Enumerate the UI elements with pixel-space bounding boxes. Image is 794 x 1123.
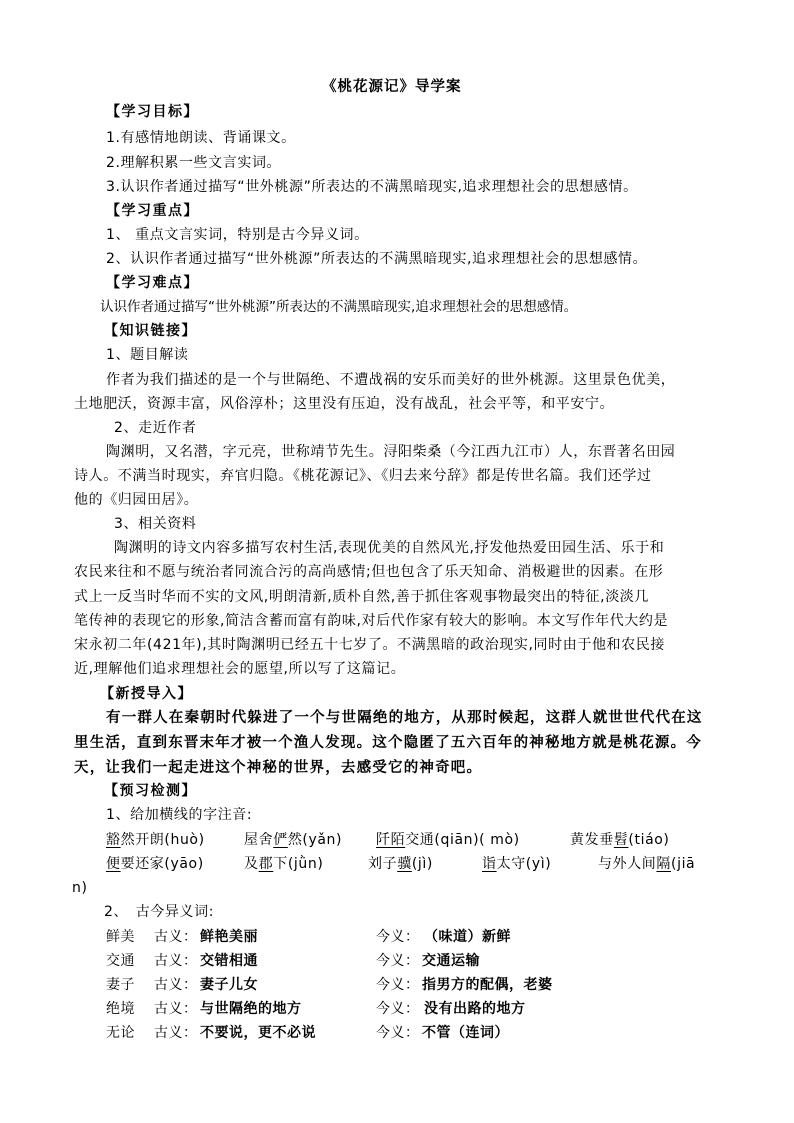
difficulty-heading: 【学习难点】 (106, 275, 199, 291)
intro-line: 天，让我们一起走进这个神秘的世界，去感受它的神奇吧。 (74, 760, 483, 776)
objective-item: 1.有感情地朗读、背诵课文。 (106, 130, 296, 146)
modern-meaning: 不管（连词） (422, 1025, 509, 1041)
pinyin-text: 屋舍 (244, 832, 274, 848)
pinyin-text: 然开朗(huò) (120, 832, 205, 848)
paragraph-line: 诗人。不满当时现实，弃官归隐。《桃花源记》、《归去来兮辞》都是传世名篇。我们还学过 (74, 468, 652, 484)
pinyin-text: 刘子 (368, 856, 398, 872)
preview-q1-title: 1、给加横线的字注音: (106, 807, 253, 823)
modern-meaning: 没有出路的地方 (424, 1001, 526, 1017)
paragraph-line: 近,理解他们追求理想社会的愿望,所以写了这篇记。 (74, 661, 406, 677)
modern-label: 今义： (376, 1001, 420, 1017)
pinyin-item (106, 831, 205, 849)
key-point-item: 1、 重点文言实词，特别是古今异义词。 (106, 227, 369, 243)
modern-label: 今义： (376, 977, 420, 993)
modern-label: 今义： (376, 929, 420, 945)
ancient-meaning: 不要说，更不必说 (200, 1025, 316, 1041)
knowledge-s2-title: 2、走近作者 (114, 420, 197, 436)
word: 交通 (106, 953, 135, 969)
intro-line: 里生活，直到东晋末年才被一个渔人发现。这个隐匿了五六百年的神秘地方就是桃花源。今 (74, 735, 702, 751)
ancient-label: 古义： (154, 953, 198, 969)
pinyin-text: (tiáo) (628, 832, 670, 848)
pinyin-item (482, 855, 551, 873)
preview-q2-title: 2、 古今异义词: (104, 904, 215, 920)
ancient-label: 古义： (154, 929, 198, 945)
pinyin-item (368, 855, 433, 873)
objectives-heading: 【学习目标】 (106, 104, 199, 120)
objective-item: 3.认识作者通过描写“世外桃源”所表达的不满黑暗现实,追求理想社会的思想感情。 (106, 179, 638, 195)
ancient-meaning: 与世隔绝的地方 (200, 1001, 302, 1017)
underlined-char: 便 (106, 856, 121, 872)
paragraph-line: 作者为我们描述的是一个与世隔绝、不遭战祸的安乐而美好的世外桃源。这里景色优美， (106, 372, 676, 388)
ancient-label: 古义： (154, 1001, 198, 1017)
paragraph-line: 宋永初二年(421年),其时陶渊明已经五十七岁了。不满黑暗的政治现实,同时由于他和农民接 (74, 637, 665, 653)
pinyin-text: (jì) (411, 856, 433, 872)
pinyin-text: 要还家(yāo) (120, 856, 204, 872)
ancient-meaning: 鲜艳美丽 (200, 929, 258, 945)
pinyin-item (244, 831, 342, 849)
knowledge-s1-title: 1、题目解读 (106, 347, 189, 363)
ancient-meaning: 交错相通 (200, 953, 258, 969)
paragraph-line: 土地肥沃，资源丰富，风俗淳朴；这里没有压迫，没有战乱，社会平等，和平安宁。 (74, 396, 615, 412)
paragraph-line: 笔传神的表现它的形象,简洁含蓄而富有韵味,对后代作家有较大的影响。本文写作年代大约是 (74, 613, 669, 629)
pinyin-text: 与外人间 (598, 856, 657, 872)
underlined-char: 骥 (397, 856, 412, 872)
key-point-item: 2、认识作者通过描写“世外桃源”所表达的不满黑暗现实,追求理想社会的思想感情。 (106, 251, 648, 267)
underlined-char: 豁 (106, 832, 121, 848)
word: 绝境 (106, 1001, 135, 1017)
pinyin-item (106, 855, 204, 873)
underlined-char: 髫 (613, 832, 629, 848)
difficulty-text: 认识作者通过描写“世外桃源”所表达的不满黑暗现实,追求理想社会的思想感情。 (100, 299, 578, 315)
knowledge-heading: 【知识链接】 (104, 323, 197, 339)
pinyin-text: (jiā (671, 856, 696, 872)
paragraph-line: 他的《归园田居》。 (74, 492, 199, 508)
ancient-label: 古义： (154, 977, 198, 993)
pinyin-text: 黄发垂 (570, 832, 614, 848)
ancient-label: 古义： (154, 1025, 198, 1041)
pinyin-wrap: n) (72, 880, 88, 896)
paragraph-line: 农民来往和不愿与统治者同流合污的高尚感情;但也包含了乐天知命、消极避世的因素。在形 (74, 564, 664, 580)
preview-heading: 【预习检测】 (104, 783, 197, 799)
underlined-char: 郡 (258, 856, 274, 872)
intro-line: 有一群人在秦朝时代躲进了一个与世隔绝的地方，从那时候起，这群人就世世代代在这 (106, 710, 703, 726)
underlined-char: 阡陌 (376, 832, 406, 848)
pinyin-item (570, 831, 669, 849)
underlined-char: 诣 (482, 856, 497, 872)
pinyin-text: 及 (244, 856, 259, 872)
pinyin-item (244, 855, 323, 873)
modern-label: 今义： (376, 953, 420, 969)
knowledge-s3-title: 3、相关资料 (114, 516, 197, 532)
modern-meaning: 交通运输 (422, 953, 480, 969)
modern-label: 今义： (376, 1025, 420, 1041)
intro-heading: 【新授导入】 (100, 686, 193, 702)
doc-title: 《桃花源记》导学案 (322, 79, 462, 95)
paragraph-line: 式上一反当时华而不实的文风,明朗清新,质朴自然,善于抓住客观事物最突出的特征,淡淡几 (74, 589, 649, 605)
ancient-meaning: 妻子儿女 (200, 977, 258, 993)
paragraph-line: 陶渊明的诗文内容多描写农村生活,表现优美的自然风光,抒发他热爱田园生活、乐于和 (114, 540, 665, 556)
pinyin-text: 交通(qiān)( mò) (405, 832, 520, 848)
pinyin-item (598, 855, 695, 873)
pinyin-text: 然(yǎn) (287, 832, 343, 848)
paragraph-line: 陶渊明，又名潜，字元亮，世称靖节先生。浔阳柴桑（今江西九江市）人，东晋著名田园 (106, 444, 676, 460)
modern-meaning: （味道）新鲜 (424, 929, 511, 945)
pinyin-text: 太守(yì) (496, 856, 552, 872)
key-points-heading: 【学习重点】 (106, 203, 199, 219)
pinyin-item (376, 831, 520, 849)
word: 鲜美 (106, 929, 135, 945)
word: 无论 (106, 1025, 135, 1041)
underlined-char: 俨 (273, 832, 288, 848)
word: 妻子 (106, 977, 135, 993)
modern-meaning: 指男方的配偶，老婆 (422, 977, 553, 993)
pinyin-text: 下(jǜn) (273, 856, 324, 872)
underlined-char: 隔 (656, 856, 672, 872)
objective-item: 2.理解积累一些文言实词。 (106, 155, 282, 171)
